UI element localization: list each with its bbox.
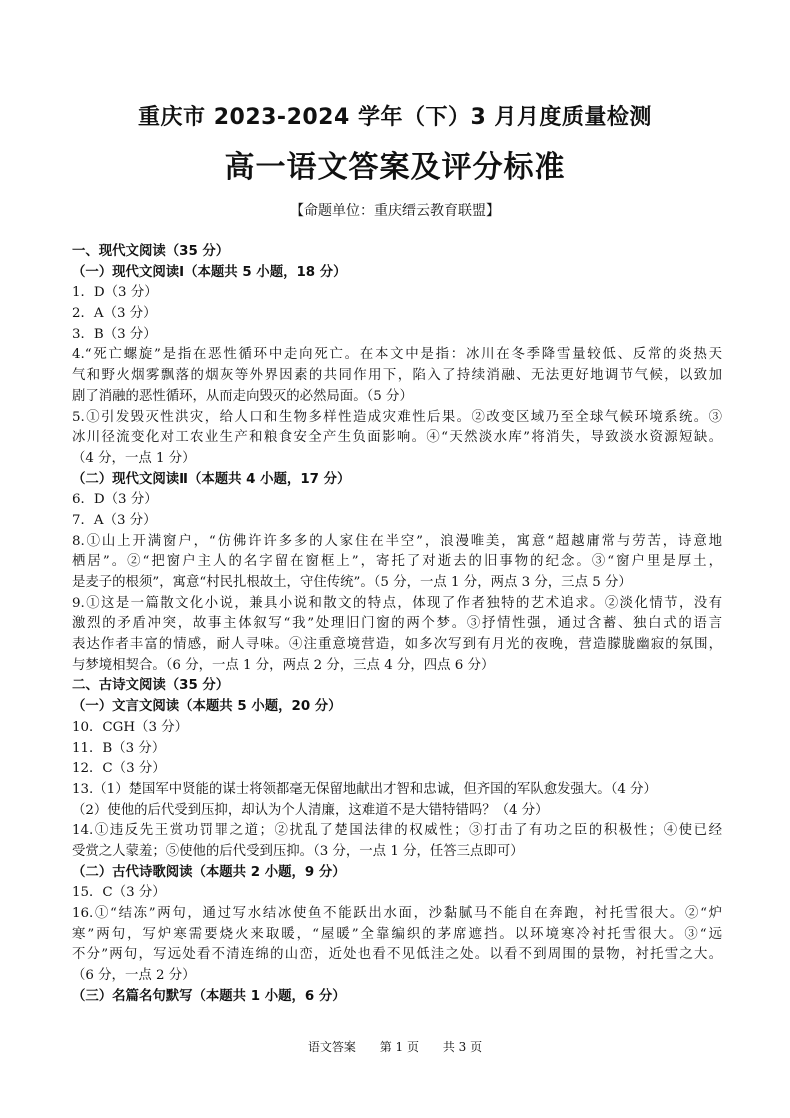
answer-line: 4.“死亡螺旋”是指在恶性循环中走向死亡。在本文中是指：冰川在冬季降雪量较低、反常的炎热天 [72, 347, 722, 363]
answer-line: （6 分，一点 2 分） [72, 968, 196, 984]
issuing-unit: 【命题单位：重庆缙云教育联盟】 [290, 203, 500, 219]
answer-line: 8.①山上开满窗户，“仿佛许许多多的人家住在半空”，浪漫唯美，寓意“超越庸常与劳苦，诗意地 [72, 533, 722, 549]
answer-line: 1．D（3 分） [72, 285, 158, 301]
exam-title: 重庆市 2023-2024 学年（下）3 月月度质量检测 [138, 105, 652, 130]
answer-line: 9.①这是一篇散文化小说，兼具小说和散文的特点，体现了作者独特的艺术追求。②淡化情节，没有 [72, 595, 722, 611]
answer-line: 不分”两句，写远处看不清连绵的山峦，近处也看不见低洼之处。以看不到周围的景物，衬托雪之大。 [72, 947, 722, 963]
answer-line: 与梦境相契合。（6 分，一点 1 分，两点 2 分，三点 4 分，四点 6 分） [72, 657, 495, 673]
answer-line: 15．C（3 分） [72, 885, 166, 901]
section-heading: 一、现代文阅读（35 分） [72, 244, 230, 259]
answer-line: 冰川径流变化对工农业生产和粮食安全产生负面影响。④“天然淡水库”将消失，导致淡水资源短缺。 [72, 430, 722, 446]
section-heading: （三）名篇名句默写（本题共 1 小题，6 分） [72, 988, 346, 1004]
answer-line: 7．A（3 分） [72, 512, 157, 528]
section-heading: （一）文言文阅读（本题共 5 小题，20 分） [72, 699, 342, 715]
answer-line: （4 分，一点 1 分） [72, 450, 196, 466]
answer-line: 3．B（3 分） [72, 326, 157, 342]
answer-line: 表达作者丰富的情感，耐人寻味。④注重意境营造，如多次写到有月光的夜晚，营造朦胧幽寂的氛围， [72, 637, 722, 653]
section-heading: 二、古诗文阅读（35 分） [72, 678, 230, 694]
answer-line: 12．C（3 分） [72, 761, 166, 777]
footer-page-number: 第 1 页 [379, 1040, 419, 1054]
answer-line: 气和野火烟雾飘落的烟灰等外界因素的共同作用下，陷入了持续消融、无法更好地调节气候，以致加 [72, 368, 722, 384]
answer-line: 11．B（3 分） [72, 740, 166, 756]
answer-line: 剧了消融的恶性循环，从而走向毁灭的必然局面。（5 分） [72, 388, 413, 404]
answer-content [72, 242, 722, 1007]
answer-line: （2）使他的后代受到压抑，却认为个人清廉，这难道不是大错特错吗？（4 分） [72, 802, 549, 818]
answer-line: 6．D（3 分） [72, 492, 158, 508]
answer-line: 5.①引发毁灭性洪灾，给人口和生物多样性造成灾难性后果。②改变区域乃至全球气候环境系统。③ [72, 409, 722, 425]
section-heading: （一）现代文阅读Ⅰ（本题共 5 小题，18 分） [72, 264, 347, 280]
section-heading: （二）古代诗歌阅读（本题共 2 小题，9 分） [72, 864, 346, 880]
answer-line: 13.（1）楚国军中贤能的谋士将领都毫无保留地献出才智和忠诚，但齐国的军队愈发强大。（4 分） [72, 781, 657, 797]
answer-line: 14.①违反先王赏功罚罪之道；②扰乱了楚国法律的权威性；③打击了有功之臣的积极性；④使已经 [72, 823, 722, 839]
answer-line: 栖居”。②“把窗户主人的名字留在窗框上”，寄托了对逝去的旧事物的纪念。③“窗户里是厚土， [72, 554, 722, 570]
answer-line: 2．A（3 分） [72, 306, 157, 322]
section-heading: （二）现代文阅读Ⅱ（本题共 4 小题，17 分） [72, 471, 351, 487]
document-subtitle: 高一语文答案及评分标准 [224, 150, 566, 185]
answer-line: 受赏之人蒙羞；⑤使他的后代受到压抑。（3 分，一点 1 分，任答三点即可） [72, 843, 524, 859]
answer-line: 激烈的矛盾冲突，故事主体叙写“我”处理旧门窗的两个梦。③抒情性强，通过含蓄、独白式的语言 [72, 616, 722, 632]
answer-line: 是麦子的根须”，寓意“村民扎根故土，守住传统”。（5 分，一点 1 分，两点 3 分，三点 5 分） [72, 575, 632, 590]
answer-line: 寒”两句，写炉寒需要烧火来取暖，“屋暖”全靠编织的茅席遮挡。以环境寒冷衬托雪很大。③“远 [72, 926, 722, 942]
answer-line: 16.①“结冻”两句，通过写水结冰使鱼不能跃出水面，沙黏腻马不能自在奔跑，衬托雪很大。②“炉 [72, 906, 722, 921]
page-footer [0, 1038, 790, 1055]
answer-line: 10．CGH（3 分） [72, 719, 188, 735]
footer-total-pages: 共 3 页 [442, 1040, 483, 1054]
footer-subject: 语文答案 [307, 1040, 356, 1054]
